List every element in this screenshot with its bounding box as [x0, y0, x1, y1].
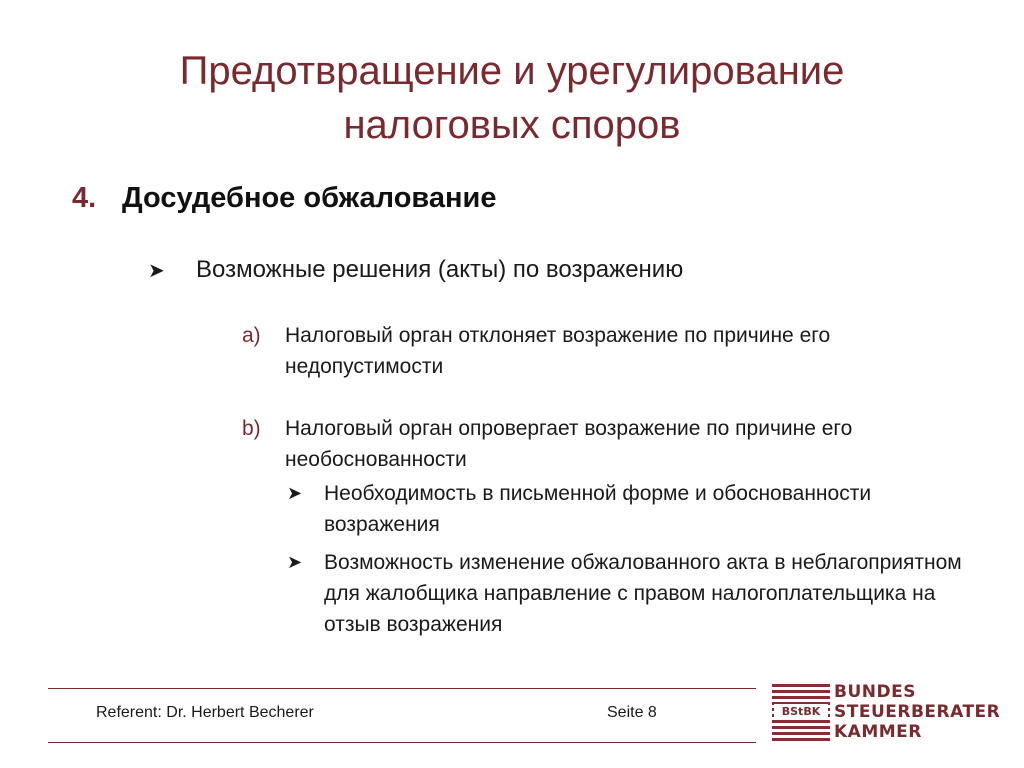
slide-title-line2: налоговых споров	[343, 103, 681, 147]
section-heading	[72, 182, 496, 215]
list-item-a-text: Налоговый орган отклоняет возражение по причине его недопустимости	[285, 324, 831, 378]
footer-divider-top	[48, 688, 756, 689]
sub-bullet-1	[287, 478, 977, 540]
list-item-a	[242, 320, 972, 382]
list-item-b	[242, 413, 972, 475]
footer-divider-bottom	[48, 742, 756, 743]
arrow-bullet-icon: ➤	[148, 260, 165, 282]
list-marker-a: a)	[242, 324, 261, 347]
logo-line3: KAMMER	[834, 722, 922, 742]
list-marker-b: b)	[242, 417, 261, 440]
arrow-bullet-icon: ➤	[287, 552, 303, 572]
logo-wordmark	[834, 682, 1000, 742]
section-number: 4.	[72, 182, 97, 214]
slide-title	[60, 44, 964, 152]
sub-bullet-2-text: Возможность изменение обжалованного акта в неблагоприятном для жалобщика направление с правом налогоплательщика на отзыв возражения	[324, 551, 962, 636]
footer-page-number: Seite 8	[607, 704, 657, 721]
arrow-bullet-icon: ➤	[287, 483, 303, 503]
list-item-b-text: Налоговый орган опровергает возражение по причине его необоснованности	[285, 417, 853, 471]
logo-abbreviation: BStBK	[774, 704, 828, 720]
bullet-level1-text: Возможные решения (акты) по возражению	[196, 256, 684, 283]
footer-referent: Referent: Dr. Herbert Becherer	[96, 704, 314, 721]
logo-line1: BUNDES	[834, 682, 916, 702]
section-title: Досудебное обжалование	[122, 182, 497, 214]
bstbk-logo	[772, 682, 1001, 744]
slide-title-line1: Предотвращение и урегулирование	[179, 49, 845, 93]
sub-bullet-2	[287, 547, 977, 640]
sub-bullet-1-text: Необходимость в письменной форме и обоснованности возражения	[324, 482, 872, 536]
bullet-level1	[148, 256, 683, 284]
logo-line2: STEUERBERATER	[834, 702, 1001, 722]
